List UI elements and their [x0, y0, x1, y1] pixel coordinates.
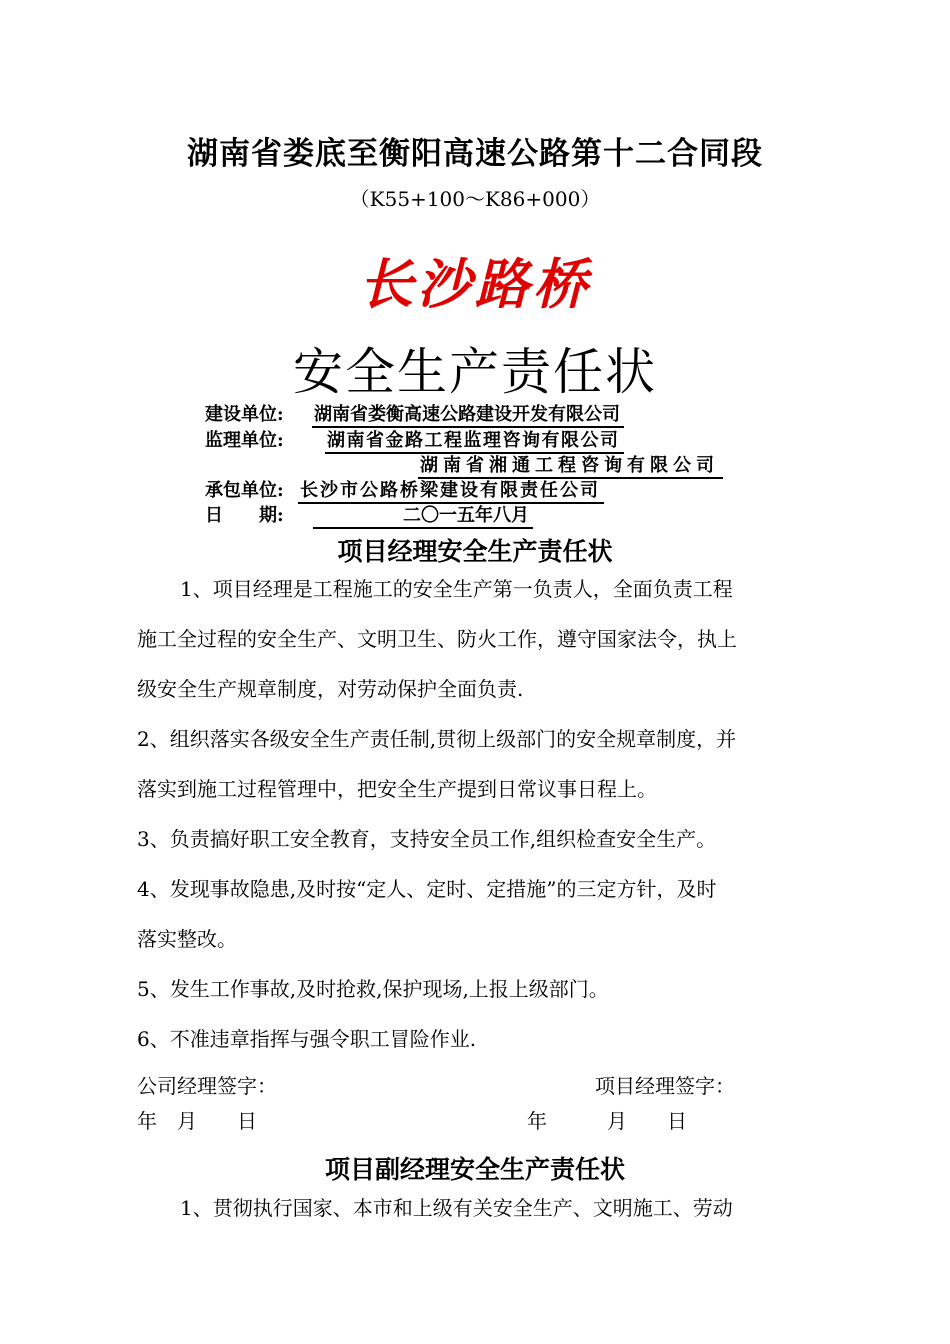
signature-date-right: 年 月 日 [527, 1109, 687, 1133]
contractor-label: 承包单位: [205, 480, 284, 501]
paragraph-line: 施工全过程的安全生产、文明卫生、防火工作，遵守国家法令，执上 [137, 627, 737, 651]
company-brand-logo: 长沙路桥 [359, 252, 591, 316]
paragraph-line: 1、贯彻执行国家、本市和上级有关安全生产、文明施工、劳动 [180, 1196, 733, 1220]
date-value: 二〇一五年八月 [313, 501, 533, 529]
company-manager-signature-label: 公司经理签字： [137, 1074, 277, 1098]
paragraph-line: 级安全生产规章制度，对劳动保护全面负责. [137, 677, 524, 701]
paragraph-line: 5、发生工作事故,及时抢救,保护现场,上报上级部门。 [137, 977, 609, 1001]
paragraph-line: 落实整改。 [137, 927, 237, 951]
paragraph-line: 3、负责搞好职工安全教育，支持安全员工作,组织检查安全生产。 [137, 827, 717, 851]
paragraph-line: 4、发现事故隐患,及时按“定人、定时、定措施”的三定方针，及时 [137, 877, 717, 901]
section-range: （K55+100～K86+000） [349, 187, 601, 211]
project-manager-signature-label: 项目经理签字： [595, 1074, 735, 1098]
paragraph-line: 2、组织落实各级安全生产责任制,贯彻上级部门的安全规章制度，并 [137, 727, 737, 751]
contractor-name: 长沙市公路桥梁建设有限责任公司 [298, 476, 604, 504]
supervisor-label: 监理单位: [205, 430, 284, 451]
owner-label: 建设单位: [205, 404, 284, 425]
section-heading-deputy-manager: 项目副经理安全生产责任状 [324, 1155, 625, 1184]
paragraph-line: 6、不准违章指挥与强令职工冒险作业. [137, 1027, 477, 1051]
paragraph-line: 落实到施工过程管理中，把安全生产提到日常议事日程上。 [137, 777, 657, 801]
supervisor-name-1: 湖南省金路工程监理咨询有限公司 [325, 426, 624, 454]
section-heading-project-manager: 项目经理安全生产责任状 [337, 537, 613, 566]
paragraph-line: 1、项目经理是工程施工的安全生产第一负责人，全面负责工程 [180, 577, 733, 601]
document-title: 湖南省娄底至衡阳高速公路第十二合同段 [187, 136, 763, 172]
date-label: 日 期: [205, 505, 284, 526]
signature-date-left: 年 月 日 [137, 1109, 257, 1133]
responsibility-doc-title: 安全生产责任状 [293, 343, 657, 401]
supervisor-name-2: 湖南省湘通工程咨询有限公司 [418, 451, 723, 479]
owner-name: 湖南省娄衡高速公路建设开发有限公司 [312, 400, 624, 428]
